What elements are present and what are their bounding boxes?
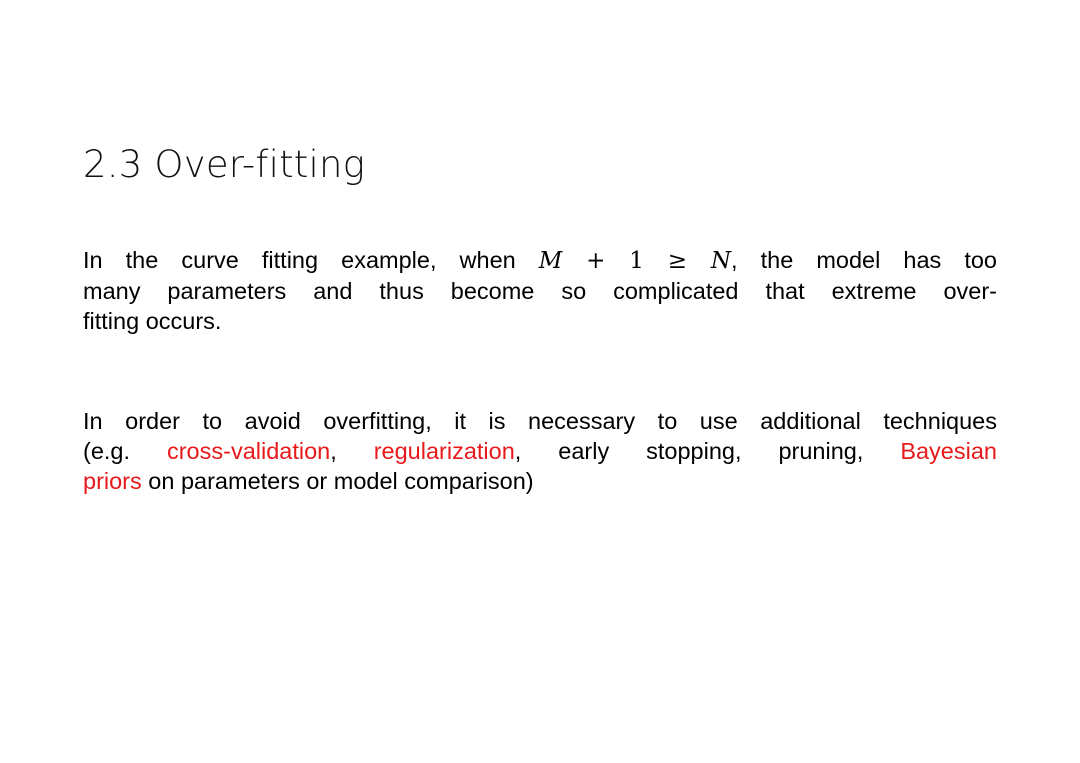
paragraph-line	[83, 245, 997, 276]
paragraph-overfitting-example	[83, 245, 997, 336]
text-segment: , the model has too	[731, 247, 998, 273]
highlighted-term-priors: priors	[83, 468, 142, 494]
math-expression	[539, 248, 731, 274]
paragraph-line	[83, 466, 997, 496]
math-operator: + 1 ≥	[562, 248, 711, 274]
slide-title: 2.3 Over-fitting	[83, 143, 366, 186]
math-variable-n: N	[710, 248, 732, 274]
text-segment: on parameters or model comparison)	[141, 468, 534, 494]
highlighted-term-regularization: regularization	[373, 438, 515, 464]
paragraph-line: In order to avoid overfitting, it is necessary to use additional techniques	[83, 408, 997, 434]
text-segment: ,	[330, 438, 374, 464]
text-segment: (e.g.	[83, 438, 167, 464]
paragraph-line	[83, 436, 997, 466]
text-segment: , early stopping, pruning,	[514, 438, 901, 464]
paragraph-line: many parameters and thus become so complicated that extreme over-	[83, 278, 997, 304]
math-variable-m: M	[538, 248, 563, 274]
highlighted-term-bayesian: Bayesian	[900, 438, 997, 464]
text-segment: In the curve fitting example, when	[83, 247, 539, 273]
paragraph-avoid-overfitting	[83, 406, 997, 496]
highlighted-term-cross-validation: cross-validation	[166, 438, 331, 464]
paragraph-line: fitting occurs.	[83, 308, 222, 334]
